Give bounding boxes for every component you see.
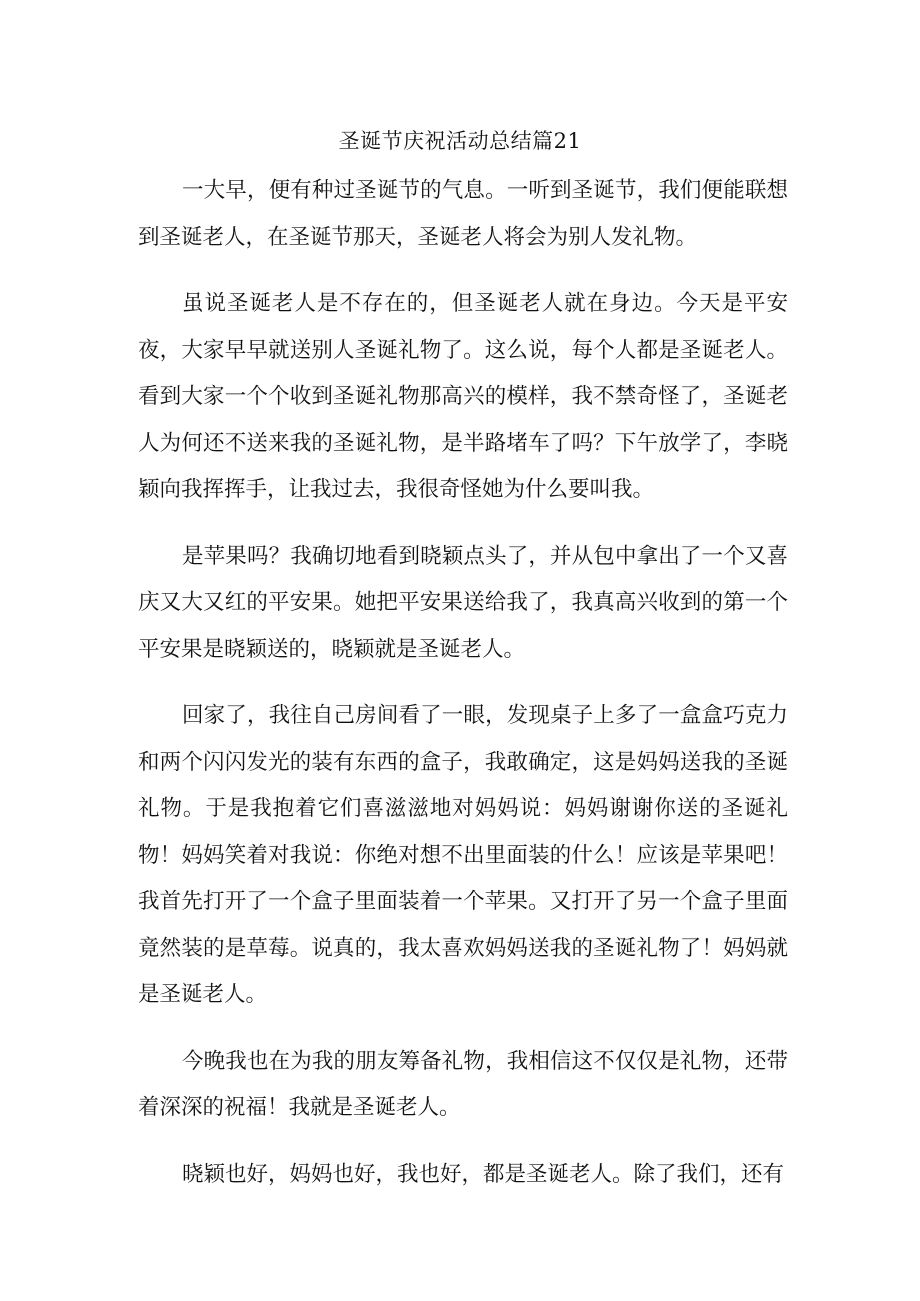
paragraph-5: 今晚我也在为我的朋友筹备礼物，我相信这不仅仅是礼物，还带着深深的祝福！我就是圣诞老人。 — [138, 1048, 788, 1120]
document-body — [138, 168, 788, 1218]
paragraph-1: 一大早，便有种过圣诞节的气息。一听到圣诞节，我们便能联想到圣诞老人，在圣诞节那天，圣诞老人将会为别人发礼物。 — [138, 178, 788, 250]
paragraph-4: 回家了，我往自己房间看了一眼，发现桌子上多了一盒盒巧克力和两个闪闪发光的装有东西的盒子，我敢确定，这是妈妈送我的圣诞礼物。于是我抱着它们喜滋滋地对妈妈说：妈妈谢谢你送的圣诞礼物！妈妈笑着对我说：你绝对想不出里面装的什么！应该是苹果吧！我首先打开了一个盒子里面装着一个苹果。又打开了另一个盒子里面竟然装的是草莓。说真的，我太喜欢妈妈送我的圣诞礼物了！妈妈就是圣诞老人。 — [138, 703, 788, 1007]
document-title: 圣诞节庆祝活动总结篇21 — [338, 129, 582, 153]
paragraph-2: 虽说圣诞老人是不存在的，但圣诞老人就在身边。今天是平安夜，大家早早就送别人圣诞礼物了。这么说，每个人都是圣诞老人。看到大家一个个收到圣诞礼物那高兴的模样，我不禁奇怪了，圣诞老人为何还不送来我的圣诞礼物，是半路堵车了吗？下午放学了，李晓颖向我挥挥手，让我过去，我很奇怪她为什么要叫我。 — [138, 291, 788, 502]
paragraph-3: 是苹果吗？我确切地看到晓颖点头了，并从包中拿出了一个又喜庆又大又红的平安果。她把平安果送给我了，我真高兴收到的第一个平安果是晓颖送的，晓颖就是圣诞老人。 — [138, 543, 788, 662]
paragraph-6: 晓颖也好，妈妈也好，我也好，都是圣诞老人。除了我们，还有 — [182, 1161, 785, 1187]
